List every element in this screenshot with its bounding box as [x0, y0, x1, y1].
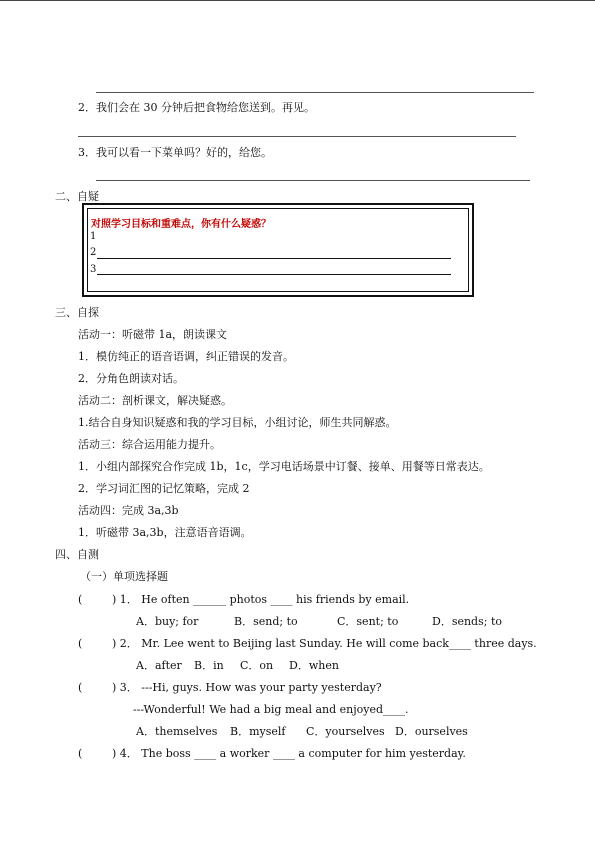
section-heading-self-explore: 三、自探 — [55, 306, 99, 319]
activity-line: 2．学习词汇图的记忆策略，完成 2 — [78, 482, 250, 495]
section-heading-self-test: 四、自测 — [55, 548, 99, 561]
activity-line: 1.结合自身知识疑惑和我的学习目标，小组讨论，师生共同解惑。 — [78, 416, 397, 429]
question-3-stem-2: ---Wonderful! We had a big meal and enjoyed____. — [133, 703, 409, 716]
activity-line: 活动二：剖析课文，解决疑惑。 — [78, 394, 232, 407]
answer-line-2 — [78, 136, 516, 137]
page-top-border — [0, 0, 595, 1]
question-3-option-b: B．myself — [230, 725, 286, 738]
question-2-option-a: A．after — [136, 659, 182, 672]
question-1-option-c: C．sent; to — [337, 615, 399, 628]
answer-line-3 — [96, 180, 530, 181]
question-2-stem: ) 2． Mr. Lee went to Beijing last Sunday. He will come back____ three days. — [112, 637, 537, 650]
questions-box — [82, 203, 474, 297]
activity-line: 2．分角色朗读对话。 — [78, 372, 184, 385]
section-heading-self-doubt: 二、自疑 — [55, 190, 99, 203]
activity-line: 活动三：综合运用能力提升。 — [78, 438, 221, 451]
questions-box-inner — [87, 208, 469, 292]
activity-line: 1．模仿纯正的语音语调，纠正错误的发音。 — [78, 350, 294, 363]
question-4-paren: ( — [78, 747, 83, 760]
question-3-option-c: C．yourselves — [306, 725, 385, 738]
question-2-option-d: D．when — [289, 659, 339, 672]
activity-line: 1．小组内部探究合作完成 1b，1c，学习电话场景中订餐、接单、用餐等日常表达。 — [78, 460, 490, 473]
question-4-stem: ) 4． The boss ____ a worker ____ a computer for him yesterday. — [112, 747, 466, 760]
question-2-option-c: C．on — [240, 659, 274, 672]
doubt-line-3 — [97, 274, 451, 275]
translation-item-3: 3．我可以看一下菜单吗？好的，给您。 — [78, 146, 272, 159]
subsection-multiple-choice: （一）单项选择题 — [80, 570, 168, 583]
question-3-stem: ) 3． ---Hi, guys. How was your party yesterday? — [112, 681, 382, 694]
question-3-option-a: A．themselves — [136, 725, 218, 738]
questions-box-title: 对照学习目标和重难点，你有什么疑惑？ — [91, 219, 271, 230]
question-2-paren: ( — [78, 637, 83, 650]
activity-line: 活动一：听磁带 1a，朗读课文 — [78, 328, 228, 341]
question-1-option-a: A．buy; for — [136, 615, 199, 628]
question-1-option-b: B．send; to — [234, 615, 298, 628]
doubt-line-3-label: 3 — [90, 264, 97, 275]
question-3-option-d: D．ourselves — [395, 725, 468, 738]
answer-line-1 — [96, 92, 534, 93]
question-1-option-d: D．sends; to — [432, 615, 502, 628]
activity-line: 1．听磁带 3a,3b，注意语音语调。 — [78, 526, 252, 539]
doubt-line-2 — [97, 258, 451, 259]
question-1-stem: ) 1． He often ______ photos ____ his friends by email. — [112, 593, 410, 606]
doubt-line-1-label: 1 — [90, 231, 97, 242]
doubt-line-2-label: 2 — [90, 247, 97, 258]
activity-line: 活动四：完成 3a,3b — [78, 504, 179, 517]
question-3-paren: ( — [78, 681, 83, 694]
question-2-option-b: B．in — [194, 659, 224, 672]
translation-item-2: 2．我们会在 30 分钟后把食物给您送到。再见。 — [78, 101, 315, 114]
question-1-paren: ( — [78, 593, 83, 606]
